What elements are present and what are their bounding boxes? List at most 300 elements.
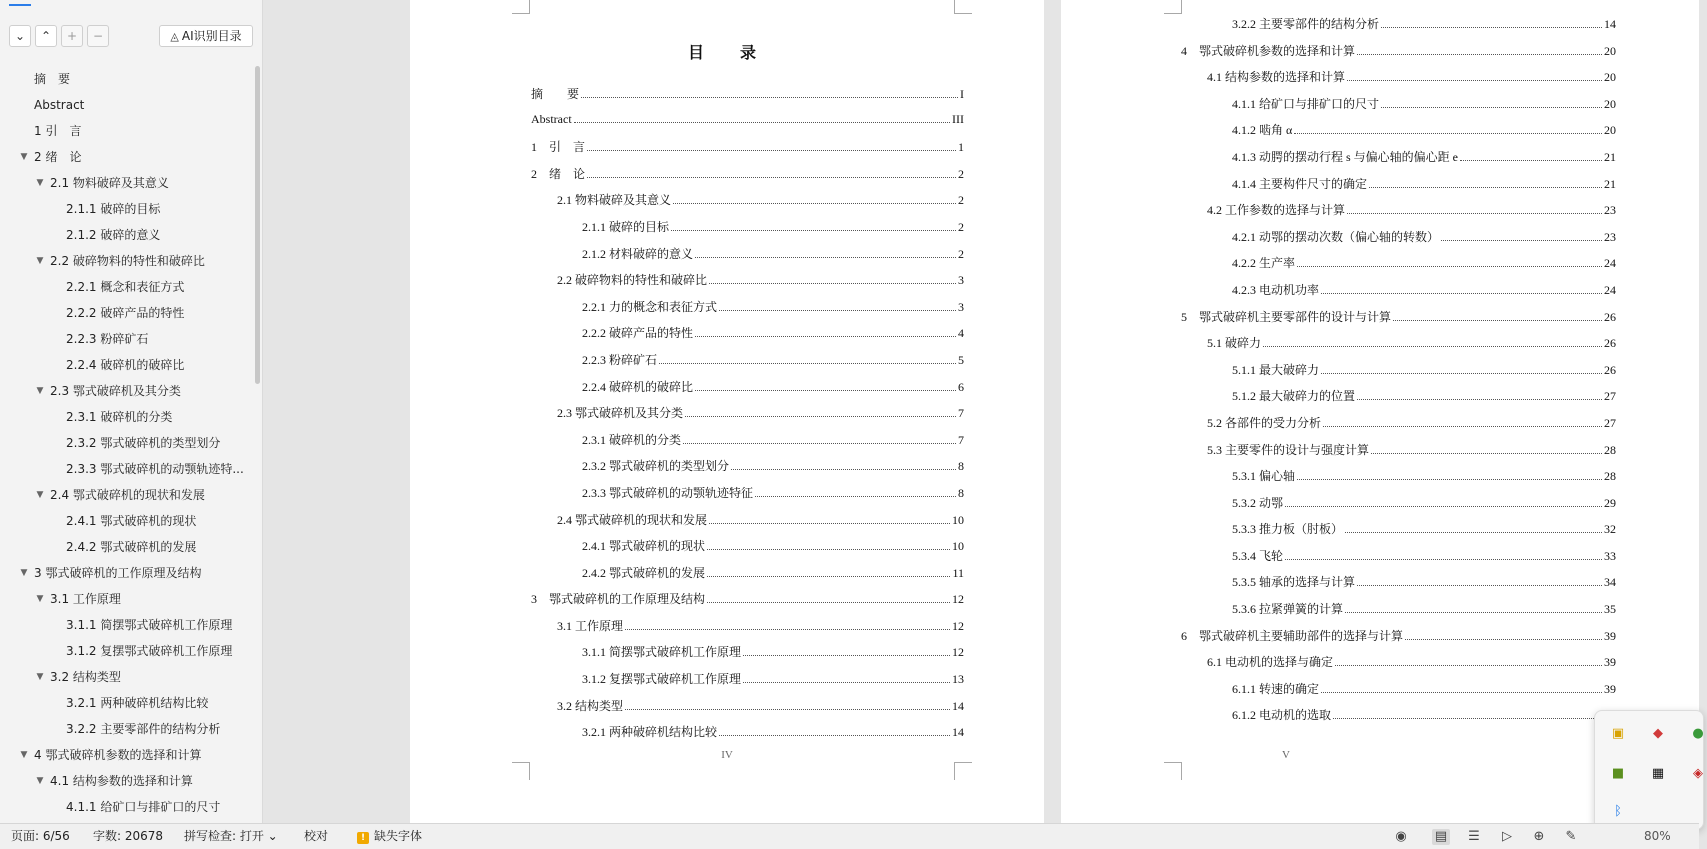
- toc-leader-dots: [1294, 133, 1602, 134]
- toc-leader-dots: [731, 469, 956, 470]
- expand-arrow-icon[interactable]: ▼: [20, 568, 28, 578]
- nav-heading-label: 2.4.1 鄂式破碎机的现状: [66, 514, 197, 528]
- nav-heading-label: 2.4.2 鄂式破碎机的发展: [66, 540, 197, 554]
- toc-entry[interactable]: [531, 643, 964, 670]
- toc-leader-dots: [1347, 80, 1602, 81]
- toc-leader-dots: [755, 496, 956, 497]
- toc-entry-page: 39: [1604, 655, 1616, 670]
- nav-heading-item[interactable]: [0, 742, 252, 768]
- toc-entry[interactable]: [531, 590, 964, 617]
- toc-leader-dots: [587, 177, 956, 178]
- toc-entry[interactable]: [1181, 653, 1616, 680]
- toc-entry-title: 3.1.2 复摆鄂式破碎机工作原理: [582, 672, 742, 687]
- nav-scrollbar[interactable]: [255, 66, 260, 384]
- nav-heading-label: 3.1 工作原理: [50, 592, 121, 606]
- toc-entry-page: 7: [958, 432, 964, 447]
- status-bar: [0, 823, 1699, 849]
- toc-leader-dots: [625, 629, 950, 630]
- margin-corner-mark: [1164, 762, 1182, 780]
- toc-entry-page: 2: [958, 246, 964, 261]
- nav-heading-label: 3 鄂式破碎机的工作原理及结构: [34, 566, 202, 580]
- toc-leader-dots: [695, 336, 956, 337]
- toc-entry-title: 2.1.1 破碎的目标: [582, 219, 670, 234]
- toc-entry-title: 5.3.1 偏心轴: [1232, 469, 1296, 484]
- toc-leader-dots: [719, 735, 950, 736]
- toc-entry-page: 32: [1604, 522, 1616, 537]
- expand-arrow-icon[interactable]: ▼: [20, 152, 28, 162]
- toc-leader-dots: [625, 709, 950, 710]
- nav-heading-label: 2.3 鄂式破碎机及其分类: [50, 384, 181, 398]
- toc-entry-page: 26: [1604, 309, 1616, 324]
- nav-heading-item[interactable]: [0, 300, 252, 326]
- expand-arrow-icon[interactable]: ▼: [36, 386, 44, 396]
- nav-heading-item[interactable]: [0, 638, 252, 664]
- toc-entry-page: 8: [958, 485, 964, 500]
- toc-leader-dots: [1297, 479, 1602, 480]
- warning-icon: !: [357, 832, 369, 844]
- nav-heading-label: 2.1.2 破碎的意义: [66, 228, 161, 242]
- nav-heading-label: 2.4 鄂式破碎机的现状和发展: [50, 488, 205, 502]
- toc-leader-dots: [1321, 373, 1602, 374]
- nav-heading-label: 1 引 言: [34, 124, 82, 138]
- toc-entry[interactable]: [531, 298, 964, 325]
- pen-icon[interactable]: ✎: [1565, 829, 1577, 844]
- ai-sparkle-icon: ◬: [170, 30, 179, 43]
- toc-entry-page: 24: [1604, 282, 1616, 297]
- toc-entry[interactable]: [1181, 494, 1616, 521]
- toc-leader-dots: [707, 576, 950, 577]
- nav-heading-item[interactable]: [0, 66, 252, 92]
- outline-view-icon[interactable]: ☰: [1468, 829, 1480, 844]
- nav-heading-item[interactable]: [0, 352, 252, 378]
- document-page-v: [1061, 0, 1699, 823]
- nav-heading-item[interactable]: [0, 456, 252, 482]
- toc-entry-title: 2.1.2 材料破碎的意义: [582, 246, 694, 261]
- toc-entry-page: 23: [1604, 229, 1616, 244]
- toc-entry-page: 5: [958, 352, 964, 367]
- toc-entry[interactable]: [531, 138, 964, 165]
- toc-leader-dots: [709, 523, 950, 524]
- toc-entry[interactable]: [1181, 95, 1616, 122]
- toc-leader-dots: [574, 122, 950, 123]
- toc-entry-title: 4.1.2 啮角 α: [1232, 123, 1293, 138]
- toc-navigation-pane: [0, 0, 263, 823]
- toc-entry[interactable]: [531, 85, 964, 112]
- toc-leader-dots: [1285, 559, 1602, 560]
- add-heading-button[interactable]: +: [61, 25, 83, 47]
- toc-entry-page: 14: [1604, 17, 1616, 31]
- remove-heading-button[interactable]: −: [87, 25, 109, 47]
- page-number-v: V: [1282, 749, 1290, 761]
- toc-leader-dots: [1405, 639, 1602, 640]
- toc-entry[interactable]: [1181, 361, 1616, 388]
- toc-entry[interactable]: [1181, 573, 1616, 600]
- toc-entry-title: 5.3.3 推力板（肘板）: [1232, 522, 1344, 537]
- nav-heading-item[interactable]: [0, 560, 252, 586]
- expand-arrow-icon[interactable]: ▼: [36, 490, 44, 500]
- toc-leader-dots: [695, 257, 956, 258]
- active-tab-indicator: [9, 4, 31, 6]
- toc-leader-dots: [1371, 453, 1602, 454]
- nav-heading-label: 4.1.1 给矿口与排矿口的尺寸: [66, 800, 221, 814]
- toc-entry-title: Abstract: [531, 111, 572, 126]
- zoom-level[interactable]: 80%: [1644, 829, 1671, 843]
- toc-entry-page: 27: [1604, 389, 1616, 404]
- toc-entry-page: 39: [1604, 628, 1616, 643]
- nav-heading-label: 3.2 结构类型: [50, 670, 121, 684]
- toc-entry[interactable]: [1181, 600, 1616, 627]
- nav-heading-item[interactable]: [0, 378, 252, 404]
- toc-entry[interactable]: [531, 271, 964, 298]
- toc-entry[interactable]: [531, 112, 964, 139]
- toc-entry-page: 33: [1604, 548, 1616, 563]
- nav-heading-label: 2.3.3 鄂式破碎机的动颚轨迹特...: [66, 462, 244, 476]
- expand-arrow-icon[interactable]: ▼: [36, 594, 44, 604]
- toc-entry-title: 4.1.3 动腭的摆动行程 s 与偏心轴的偏心距 e: [1232, 149, 1458, 164]
- toc-entry[interactable]: [1181, 414, 1616, 441]
- nav-heading-item[interactable]: [0, 170, 252, 196]
- app-tray-icon[interactable]: ●: [1692, 726, 1704, 741]
- toc-leader-dots: [1285, 506, 1602, 507]
- ai-recognize-toc-label: AI识别目录: [181, 29, 242, 43]
- toc-entry-title: 2 绪 论: [531, 166, 586, 181]
- toc-entry[interactable]: [1181, 148, 1616, 175]
- app-tray-icon[interactable]: ▦: [1651, 766, 1665, 781]
- toc-entry-title: 2.3 鄂式破碎机及其分类: [557, 406, 684, 421]
- expand-arrow-icon[interactable]: ▼: [20, 750, 28, 760]
- toc-entry[interactable]: [531, 324, 964, 351]
- nav-toolbar: [9, 25, 252, 49]
- eye-protection-icon[interactable]: ◉: [1395, 829, 1407, 844]
- collapse-all-button[interactable]: ⌄: [9, 25, 31, 47]
- toc-leader-dots: [719, 310, 956, 311]
- expand-arrow-icon[interactable]: ▼: [36, 178, 44, 188]
- proofread-button[interactable]: 校对: [304, 829, 329, 843]
- toc-entry-title: 4.2.2 生产率: [1232, 256, 1296, 271]
- toc-entry[interactable]: [1181, 68, 1616, 95]
- app-tray-icon[interactable]: ◆: [1653, 726, 1663, 741]
- toc-entry[interactable]: [1181, 254, 1616, 281]
- nav-heading-item[interactable]: [0, 482, 252, 508]
- expand-arrow-icon[interactable]: ▼: [36, 672, 44, 682]
- toc-leader-dots: [1357, 399, 1602, 400]
- toc-entry-page: 21: [1604, 176, 1616, 191]
- bluetooth-icon[interactable]: ᛒ: [1614, 804, 1622, 819]
- toc-leader-dots: [659, 363, 956, 364]
- toc-entry[interactable]: [531, 617, 964, 644]
- toc-entry-title: 2.2.2 破碎产品的特性: [582, 326, 694, 341]
- toc-leader-dots: [1263, 346, 1602, 347]
- spell-check-toggle[interactable]: 拼写检查: 打开 ⌄: [184, 829, 278, 843]
- toc-entry[interactable]: [531, 564, 964, 591]
- security-tray-icon[interactable]: ◈: [1693, 766, 1703, 781]
- toc-entry-page: 14: [952, 725, 964, 740]
- toc-leader-dots: [1369, 187, 1602, 188]
- toc-entry-page: 39: [1604, 681, 1616, 696]
- toc-entry[interactable]: [1181, 201, 1616, 228]
- toc-entry-page: 28: [1604, 442, 1616, 457]
- toc-entry-page: 13: [952, 672, 964, 687]
- toc-entry-title: 5.3.4 飞轮: [1232, 548, 1284, 563]
- toc-leader-dots: [1323, 426, 1602, 427]
- document-page-iv: [410, 0, 1044, 823]
- toc-entry[interactable]: [531, 431, 964, 458]
- nav-heading-item[interactable]: [0, 690, 252, 716]
- toc-entry-title: 2.4.2 鄂式破碎机的发展: [582, 565, 706, 580]
- toc-entry-title: 2.3.1 破碎机的分类: [582, 432, 682, 447]
- nav-heading-item[interactable]: [0, 92, 252, 118]
- page-number-iv: IV: [721, 749, 733, 761]
- toc-entry[interactable]: [531, 457, 964, 484]
- toc-leader-dots: [587, 150, 956, 151]
- nav-heading-label: 2 绪 论: [34, 150, 82, 164]
- toc-entry-page: 7: [958, 406, 964, 421]
- toc-entry[interactable]: [531, 511, 964, 538]
- toc-leader-dots: [743, 682, 950, 683]
- toc-entry-title: 5.1 破碎力: [1207, 336, 1262, 351]
- toc-entry-title: 3.2.1 两种破碎机结构比较: [582, 725, 718, 740]
- nav-heading-label: 4 鄂式破碎机参数的选择和计算: [34, 748, 202, 762]
- toc-entry[interactable]: [1181, 42, 1616, 69]
- toc-leader-dots: [1441, 240, 1602, 241]
- toc-entry-page: 14: [952, 698, 964, 713]
- toc-entry-page: 23: [1604, 203, 1616, 218]
- toc-entry-title: 6.1.2 电动机的选取: [1232, 708, 1332, 723]
- toc-leader-dots: [709, 283, 956, 284]
- toc-entry[interactable]: [1181, 175, 1616, 202]
- toc-entry-title: 3.1.1 简摆鄂式破碎机工作原理: [582, 645, 742, 660]
- toc-entry-page: 20: [1604, 96, 1616, 111]
- nav-heading-item[interactable]: [0, 274, 252, 300]
- page-count[interactable]: 页面: 6/56: [11, 829, 70, 843]
- toc-entry[interactable]: [1181, 680, 1616, 707]
- expand-arrow-icon[interactable]: ▼: [36, 776, 44, 786]
- toc-entry-title: 2.2.3 粉碎矿石: [582, 352, 658, 367]
- nav-heading-label: 2.2 破碎物料的特性和破碎比: [50, 254, 205, 268]
- nav-heading-item[interactable]: [0, 430, 252, 456]
- toc-leader-dots: [707, 602, 950, 603]
- margin-corner-mark: [954, 762, 972, 780]
- toc-entry[interactable]: [1181, 121, 1616, 148]
- toc-entry-page: 12: [952, 618, 964, 633]
- toc-entry-title: 5.1.1 最大破碎力: [1232, 362, 1320, 377]
- toc-entry[interactable]: [1181, 308, 1616, 335]
- toc-entry-page: 6: [958, 379, 964, 394]
- toc-entry-page: 24: [1604, 256, 1616, 271]
- toc-entry[interactable]: [1181, 281, 1616, 308]
- toc-leader-dots: [1333, 718, 1614, 719]
- toc-entry-page: 11: [952, 565, 964, 580]
- nav-heading-item[interactable]: [0, 326, 252, 352]
- toc-entry[interactable]: [531, 165, 964, 192]
- toc-title: 目 录: [687, 43, 766, 62]
- nav-heading-item[interactable]: [0, 794, 252, 820]
- toc-entry-page: 4: [958, 326, 964, 341]
- nav-heading-item[interactable]: [0, 144, 252, 170]
- toc-entry-title: 3.1 工作原理: [557, 618, 624, 633]
- toc-leader-dots: [685, 416, 956, 417]
- toc-leader-dots: [673, 203, 956, 204]
- toc-entry-page: III: [952, 111, 964, 126]
- toc-entry-title: 4.2.1 动鄂的摆动次数（偏心轴的转数）: [1232, 229, 1440, 244]
- toc-entry-title: 4.1.1 给矿口与排矿口的尺寸: [1232, 96, 1380, 111]
- toc-entry-title: 5.3.6 拉紧弹簧的计算: [1232, 602, 1344, 617]
- expand-all-button[interactable]: ⌃: [35, 25, 57, 47]
- toc-entry-title: 2.2.4 破碎机的破碎比: [582, 379, 694, 394]
- toc-entry[interactable]: [531, 723, 964, 750]
- toc-entry-page: 27: [1604, 415, 1616, 430]
- toc-entry-title: 5 鄂式破碎机主要零部件的设计与计算: [1181, 309, 1392, 324]
- toc-entry-title: 5.3 主要零件的设计与强度计算: [1207, 442, 1370, 457]
- nav-heading-label: 2.3.2 鄂式破碎机的类型划分: [66, 436, 221, 450]
- toc-leader-dots: [1321, 692, 1602, 693]
- toc-entry[interactable]: [1181, 15, 1616, 42]
- toc-entry[interactable]: [531, 191, 964, 218]
- nav-heading-label: 2.2.1 概念和表征方式: [66, 280, 185, 294]
- nav-heading-label: 3.1.1 简摆鄂式破碎机工作原理: [66, 618, 233, 632]
- toc-entry-page: 2: [958, 193, 964, 208]
- toc-entry-title: 4.1.4 主要构件尺寸的确定: [1232, 176, 1368, 191]
- toc-entry-title: 5.3.5 轴承的选择与计算: [1232, 575, 1356, 590]
- toc-entry[interactable]: [531, 378, 964, 405]
- toc-leader-dots: [671, 230, 956, 231]
- nav-heading-label: 2.2.2 破碎产品的特性: [66, 306, 185, 320]
- toc-entry[interactable]: [531, 404, 964, 431]
- nav-heading-label: 2.2.4 破碎机的破碎比: [66, 358, 185, 372]
- nav-heading-item[interactable]: [0, 118, 252, 144]
- toc-entry[interactable]: [1181, 520, 1616, 547]
- toc-entry-title: 2.2.1 力的概念和表征方式: [582, 299, 718, 314]
- nav-heading-item[interactable]: [0, 586, 252, 612]
- nav-heading-item[interactable]: [0, 768, 252, 794]
- toc-entry-title: 3.2.2 主要零部件的结构分析: [1232, 17, 1380, 31]
- toc-entry[interactable]: [531, 537, 964, 564]
- toc-entry[interactable]: [531, 218, 964, 245]
- nav-heading-label: 3.2.1 两种破碎机结构比较: [66, 696, 209, 710]
- toc-entry-title: 2.4 鄂式破碎机的现状和发展: [557, 512, 708, 527]
- nav-heading-item[interactable]: [0, 222, 252, 248]
- toc-entry-title: 4.2 工作参数的选择与计算: [1207, 203, 1346, 218]
- toc-entry[interactable]: [1181, 387, 1616, 414]
- nav-heading-item[interactable]: [0, 664, 252, 690]
- nav-heading-label: 2.3.1 破碎机的分类: [66, 410, 173, 424]
- toc-entry-page: 34: [1604, 575, 1616, 590]
- toc-entry[interactable]: [531, 245, 964, 272]
- toc-entry[interactable]: [531, 484, 964, 511]
- nav-heading-item[interactable]: [0, 612, 252, 638]
- toc-leader-dots: [1357, 54, 1602, 55]
- toc-entry[interactable]: [1181, 627, 1616, 654]
- word-count[interactable]: 字数: 20678: [93, 829, 164, 843]
- toc-entry-page: 1: [958, 140, 964, 155]
- toc-entry-title: 2.3.2 鄂式破碎机的类型划分: [582, 459, 730, 474]
- toc-entry-title: 3 鄂式破碎机的工作原理及结构: [531, 592, 706, 607]
- toc-entry-page: 3: [958, 299, 964, 314]
- toc-leader-dots: [1381, 27, 1602, 28]
- ai-recognize-toc-button[interactable]: [159, 25, 253, 47]
- expand-arrow-icon[interactable]: ▼: [36, 256, 44, 266]
- toc-entry-title: 6.1.1 转速的确定: [1232, 681, 1320, 696]
- nav-heading-list: [0, 66, 252, 820]
- toc-leader-dots: [1297, 266, 1602, 267]
- nav-heading-label: 摘 要: [34, 72, 71, 86]
- toc-leader-dots: [1393, 320, 1602, 321]
- web-view-icon[interactable]: ⊕: [1533, 829, 1545, 844]
- toc-entry-page: 20: [1604, 123, 1616, 138]
- toc-entry-title: 5.2 各部件的受力分析: [1207, 415, 1322, 430]
- toc-entry-title: 5.3.2 动鄂: [1232, 495, 1284, 510]
- nav-heading-label: 2.1 物料破碎及其意义: [50, 176, 169, 190]
- play-icon[interactable]: ▷: [1502, 829, 1512, 844]
- toc-entry-title: 5.1.2 最大破碎力的位置: [1232, 389, 1356, 404]
- toc-leader-dots: [695, 390, 956, 391]
- toc-entry-page: 2: [958, 166, 964, 181]
- nav-heading-item[interactable]: [0, 716, 252, 742]
- nav-heading-label: 2.2.3 粉碎矿石: [66, 332, 149, 346]
- toc-leader-dots: [1460, 160, 1602, 161]
- toc-entry-title: 摘 要: [531, 87, 580, 101]
- toc-entry-title: 6.1 电动机的选择与确定: [1207, 655, 1334, 670]
- nav-heading-item[interactable]: [0, 248, 252, 274]
- toc-entry[interactable]: [1181, 467, 1616, 494]
- toc-leader-dots: [1345, 532, 1602, 533]
- toc-leader-dots: [1347, 213, 1602, 214]
- toc-entry[interactable]: [1181, 706, 1616, 733]
- toc-entry[interactable]: [1181, 334, 1616, 361]
- toc-leader-dots: [1345, 612, 1602, 613]
- toc-entry-title: 4.1 结构参数的选择和计算: [1207, 70, 1346, 85]
- nav-heading-label: 3.1.2 复摆鄂式破碎机工作原理: [66, 644, 233, 658]
- nav-heading-item[interactable]: [0, 196, 252, 222]
- nav-heading-item[interactable]: [0, 404, 252, 430]
- nav-heading-item[interactable]: [0, 508, 252, 534]
- toc-entry-page: 26: [1604, 336, 1616, 351]
- toc-list: [1181, 15, 1616, 733]
- toc-entry-page: 35: [1604, 602, 1616, 617]
- toc-entry-page: 12: [952, 592, 964, 607]
- toc-entry[interactable]: [531, 351, 964, 378]
- toc-entry[interactable]: [531, 697, 964, 724]
- margin-corner-mark: [954, 0, 972, 14]
- toc-entry-title: 2.2 破碎物料的特性和破碎比: [557, 273, 708, 288]
- nav-heading-label: 4.1 结构参数的选择和计算: [50, 774, 193, 788]
- toc-entry-title: 2.4.1 鄂式破碎机的现状: [582, 539, 706, 554]
- toc-entry-page: 3: [958, 273, 964, 288]
- toc-entry[interactable]: [1181, 228, 1616, 255]
- toc-leader-dots: [1321, 293, 1602, 294]
- toc-entry[interactable]: [1181, 547, 1616, 574]
- toc-leader-dots: [1357, 585, 1602, 586]
- system-tray-popup: [1594, 710, 1704, 830]
- toc-entry-title: 6 鄂式破碎机主要辅助部件的选择与计算: [1181, 628, 1404, 643]
- toc-leader-dots: [707, 549, 950, 550]
- margin-corner-mark: [512, 762, 530, 780]
- toc-entry-page: 2: [958, 219, 964, 234]
- nvidia-tray-icon[interactable]: ■: [1611, 766, 1625, 781]
- page-view-icon[interactable]: ▤: [1432, 829, 1450, 845]
- missing-font-button[interactable]: [357, 824, 422, 849]
- toc-entry-page: 26: [1604, 362, 1616, 377]
- app-tray-icon[interactable]: ▣: [1611, 726, 1625, 741]
- nav-heading-item[interactable]: [0, 534, 252, 560]
- nav-heading-label: Abstract: [34, 98, 85, 112]
- toc-entry-page: 12: [952, 645, 964, 660]
- toc-leader-dots: [581, 97, 958, 98]
- toc-entry[interactable]: [1181, 441, 1616, 468]
- toc-entry-page: 10: [952, 539, 964, 554]
- nav-heading-label: 2.1.1 破碎的目标: [66, 202, 161, 216]
- toc-entry[interactable]: [531, 670, 964, 697]
